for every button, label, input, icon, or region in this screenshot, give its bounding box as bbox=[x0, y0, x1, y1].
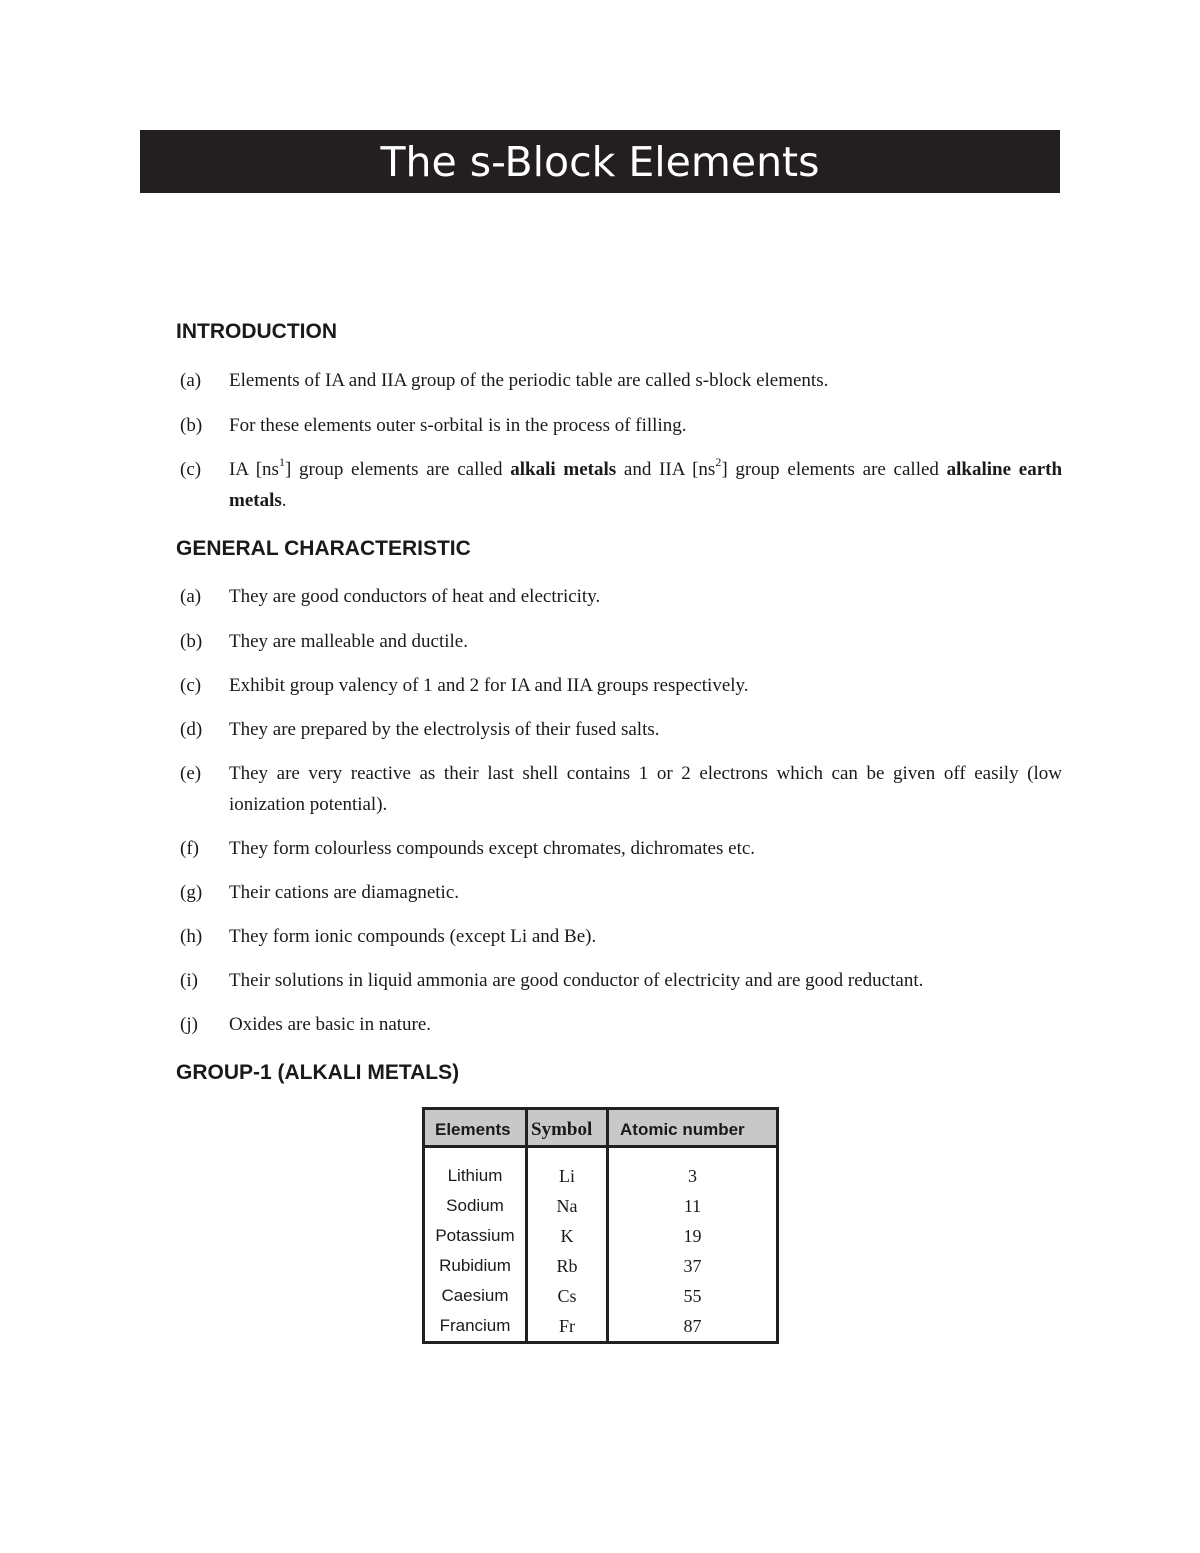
item-label: (e) bbox=[180, 763, 202, 784]
cell-atomic-number: 11 bbox=[683, 1196, 702, 1216]
item-text: IA $[ns^1]$ group elements are called alkali metals and IIA $[ns^2]$ group elements are called alkaline earth metals. bbox=[229, 454, 1063, 511]
item-text: Their solutions in liquid ammonia are good conductor of electricity and are good reductant. bbox=[229, 970, 924, 991]
cell-symbol: Na bbox=[556, 1196, 578, 1216]
cell-symbol: K bbox=[560, 1226, 574, 1246]
list-item bbox=[180, 581, 1062, 612]
item-text: They are prepared by the electrolysis of their fused salts. bbox=[229, 719, 660, 740]
item-label: (h) bbox=[180, 926, 203, 947]
cell-element: Caesium bbox=[441, 1286, 509, 1305]
item-label: (c) bbox=[180, 675, 202, 696]
table-row bbox=[425, 1251, 776, 1281]
column-header-elements: Elements bbox=[435, 1120, 511, 1139]
item-text: They are malleable and ductile. bbox=[229, 631, 468, 652]
list-item bbox=[180, 1009, 1062, 1040]
item-text: For these elements outer s-orbital is in the process of filling. bbox=[229, 415, 687, 436]
list-item bbox=[180, 758, 1062, 820]
item-text: Their cations are diamagnetic. bbox=[229, 882, 460, 903]
cell-symbol: Fr bbox=[558, 1316, 575, 1336]
item-label: (a) bbox=[180, 370, 202, 391]
item-text: Oxides are basic in nature. bbox=[229, 1014, 432, 1035]
table-row bbox=[425, 1191, 776, 1221]
cell-atomic-number: 37 bbox=[683, 1256, 702, 1276]
list-item bbox=[180, 921, 1062, 952]
cell-atomic-number: 19 bbox=[683, 1226, 702, 1246]
cell-element: Potassium bbox=[435, 1226, 515, 1245]
page-title: The s-Block Elements bbox=[140, 130, 1060, 193]
column-header-atomic-number: Atomic number bbox=[620, 1120, 745, 1139]
section-heading-general: GENERAL CHARACTERISTIC bbox=[176, 537, 471, 560]
list-item bbox=[180, 965, 1062, 996]
item-label: (b) bbox=[180, 631, 203, 652]
item-label: (d) bbox=[180, 719, 203, 740]
item-label: (b) bbox=[180, 415, 203, 436]
alkali-metals-table bbox=[422, 1107, 779, 1344]
item-text: Elements of IA and IIA group of the periodic table are called s-block elements. bbox=[229, 370, 829, 391]
table-row bbox=[425, 1281, 776, 1311]
cell-symbol: Cs bbox=[557, 1286, 577, 1306]
item-text: They are good conductors of heat and electricity. bbox=[229, 586, 601, 607]
item-text: They form colourless compounds except chromates, dichromates etc. bbox=[229, 838, 756, 859]
cell-element: Rubidium bbox=[439, 1256, 511, 1275]
table-row bbox=[425, 1311, 776, 1341]
list-item bbox=[180, 877, 1062, 908]
item-label: (i) bbox=[180, 970, 198, 991]
cell-symbol: Rb bbox=[556, 1256, 578, 1276]
section-heading-group1: GROUP-1 (ALKALI METALS) bbox=[176, 1061, 460, 1084]
cell-atomic-number: 55 bbox=[683, 1286, 702, 1306]
cell-element: Lithium bbox=[447, 1166, 503, 1185]
item-label: (a) bbox=[180, 586, 202, 607]
list-item bbox=[180, 365, 1062, 396]
item-text: They form ionic compounds (except Li and Be). bbox=[229, 926, 597, 947]
list-item bbox=[180, 454, 1062, 516]
item-text: They are very reactive as their last shell contains 1 or 2 electrons which can be given off easily (low ionization potential). bbox=[229, 763, 1062, 815]
table-row bbox=[425, 1161, 776, 1191]
cell-symbol: Li bbox=[559, 1166, 575, 1186]
column-header-symbol: Symbol bbox=[531, 1119, 593, 1140]
item-text: Exhibit group valency of 1 and 2 for IA and IIA groups respectively. bbox=[229, 675, 749, 696]
item-label: (c) bbox=[180, 459, 202, 480]
item-label: (g) bbox=[180, 882, 203, 903]
list-item bbox=[180, 833, 1062, 864]
table-row bbox=[425, 1221, 776, 1251]
cell-element: Francium bbox=[439, 1316, 511, 1335]
list-item bbox=[180, 714, 1062, 745]
list-item bbox=[180, 626, 1062, 657]
cell-element: Sodium bbox=[446, 1196, 504, 1215]
item-label: (j) bbox=[180, 1014, 198, 1035]
cell-atomic-number: 87 bbox=[683, 1316, 702, 1336]
cell-atomic-number: 3 bbox=[688, 1166, 697, 1186]
section-heading-introduction: INTRODUCTION bbox=[176, 320, 337, 343]
list-item bbox=[180, 670, 1062, 701]
list-item bbox=[180, 410, 1062, 441]
item-label: (f) bbox=[180, 838, 199, 859]
